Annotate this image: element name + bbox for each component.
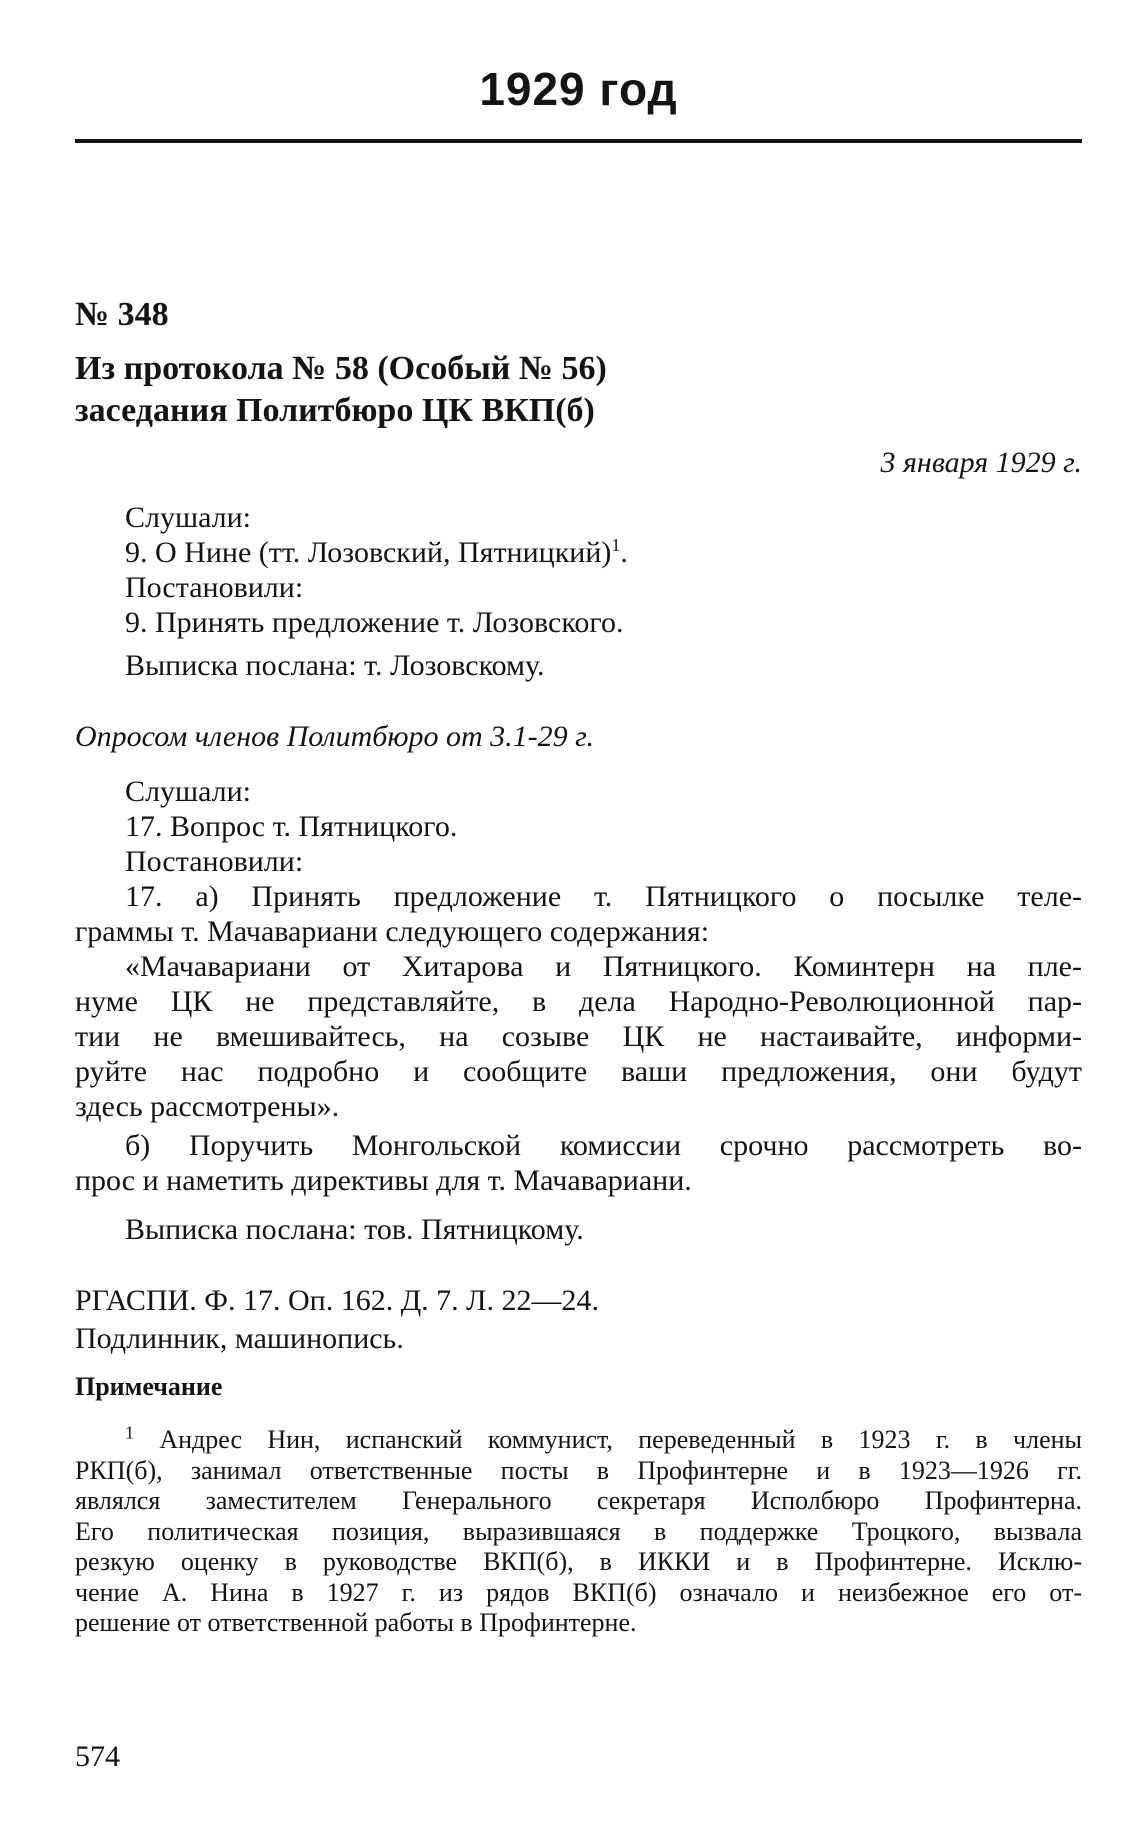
poll-line: Опросом членов Политбюро от 3.1-29 г. xyxy=(75,720,594,753)
footnote-line-text: Андрес Нин, испанский коммунист, переведенный в 1923 г. в члены xyxy=(159,1425,1083,1454)
resolved-label: Постановили: xyxy=(125,571,304,604)
heard-label: Слушали: xyxy=(125,775,252,808)
footnote-line: являлся заместителем Генерального секретаря Исполбюро Профинтерна. xyxy=(75,1486,1082,1515)
document-title-line: Из протокола № 58 (Особый № 56) xyxy=(75,350,607,387)
heard-item: 17. Вопрос т. Пятницкого. xyxy=(125,810,458,843)
protocol-block-2 xyxy=(75,774,1082,1247)
document-title-line: заседания Политбюро ЦК ВКП(б) xyxy=(75,392,595,429)
note-heading: Примечание xyxy=(75,1372,223,1401)
resolved-line: граммы т. Мачавариани следующего содержания: xyxy=(75,915,710,948)
resolved-label: Постановили: xyxy=(125,845,304,878)
document-date: 3 января 1929 г. xyxy=(880,446,1082,479)
heard-item xyxy=(75,535,1082,570)
document-title xyxy=(75,348,607,432)
heard-label: Слушали: xyxy=(125,501,252,534)
telegram-line: руйте нас подробно и сообщите ваши предложения, они будут xyxy=(75,1055,1082,1088)
resolved-line: 17. а) Принять предложение т. Пятницкого о посылке теле- xyxy=(125,880,1082,913)
document-number: № 348 xyxy=(75,296,169,333)
protocol-block-1 xyxy=(75,500,1082,683)
archive-source xyxy=(75,1282,599,1358)
footnote-body xyxy=(75,1422,1083,1639)
telegram-line: нуме ЦК не представляйте, в дела Народно-Революционной пар- xyxy=(75,985,1082,1018)
footnote-line: чение А. Нина в 1927 г. из рядов ВКП(б) означало и неизбежное его от- xyxy=(75,1577,1082,1607)
footnote-mark: 1 xyxy=(125,1422,134,1443)
page-number: 574 xyxy=(75,1740,120,1773)
original-type: Подлинник, машинопись. xyxy=(75,1322,404,1355)
footnote-line: резкую оценку в руководстве ВКП(б), в ИККИ и в Профинтерне. Исклю- xyxy=(75,1547,1082,1576)
extract-note: Выписка послана: тов. Пятницкому. xyxy=(125,1213,584,1246)
footnote-reference: 1 xyxy=(611,535,621,555)
telegram-line: «Мачавариани от Хитарова и Пятницкого. Коминтерн на пле- xyxy=(125,950,1082,983)
point-b-line: прос и наметить директивы для т. Мачавариани. xyxy=(75,1164,692,1197)
footnote-line xyxy=(75,1422,1083,1456)
point-b-line: б) Поручить Монгольской комиссии срочно рассмотреть во- xyxy=(125,1129,1082,1162)
telegram-line: тии не вмешивайтесь, на созыве ЦК не настаивайте, информи- xyxy=(75,1020,1082,1053)
footnote-line: РКП(б), занимал ответственные посты в Профинтерне и в 1923—1926 гг. xyxy=(75,1455,1082,1485)
archive-reference: РГАСПИ. Ф. 17. Оп. 162. Д. 7. Л. 22—24. xyxy=(75,1284,600,1317)
footnote-line: Его политическая позиция, выразившаяся в поддержке Троцкого, вызвала xyxy=(75,1516,1082,1546)
heard-item-end: . xyxy=(620,536,628,569)
running-head: 1929 год xyxy=(479,63,678,115)
heard-item-text: 9. О Нине (тт. Лозовский, Пятницкий) xyxy=(125,536,612,569)
document-page xyxy=(75,0,1082,1838)
extract-note: Выписка послана: т. Лозовскому. xyxy=(125,649,545,682)
header-rule xyxy=(75,139,1082,143)
resolved-item: 9. Принять предложение т. Лозовского. xyxy=(125,606,624,639)
telegram-line: здесь рассмотрены». xyxy=(75,1090,340,1123)
footnote-line: решение от ответственной работы в Профинтерне. xyxy=(75,1608,637,1637)
